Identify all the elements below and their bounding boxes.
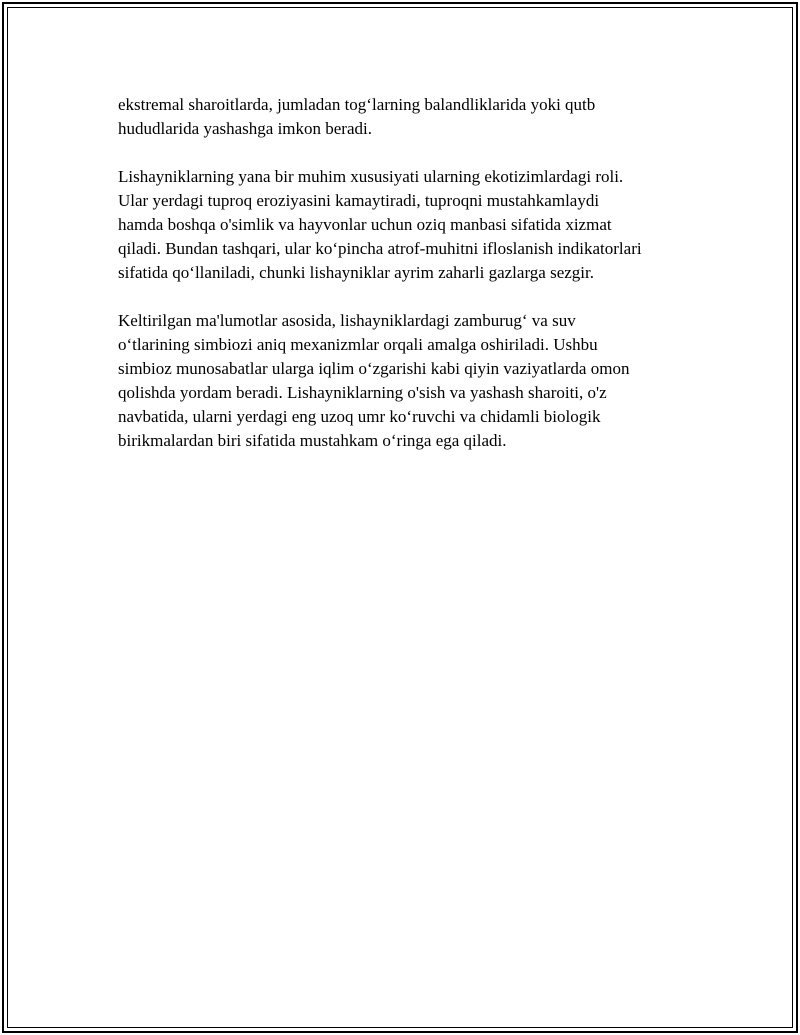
paragraph-2: Lishayniklarning yana bir muhim xususiyati ularning ekotizimlardagi roli. Ular yerdagi tuproq eroziyasini kamaytiradi, tuproqni mustahkamlaydi hamda boshqa o'simlik va hayvonlar uchun oziq manbasi sifatida xizmat qiladi. Bundan tashqari, ular ko‘pincha atrof-muhitni ifloslanish indikatorlari sifatida qo‘llaniladi, chunki lishayniklar ayrim zaharli gazlarga sezgir. — [118, 167, 642, 282]
paragraph-3: Keltirilgan ma'lumotlar asosida, lishayniklardagi zamburug‘ va suv o‘tlarining simbiozi aniq mexanizmlar orqali amalga oshiriladi. Ushbu simbioz munosabatlar ularga iqlim o‘zgarishi kabi qiyin vaziyatlarda omon qolishda yordam beradi. Lishayniklarning o'sish va yashash sharoiti, o'z navbatida, ularni yerdagi eng uzoq umr ko‘ruvchi va chidamli biologik birikmalardan biri sifatida mustahkam o‘ringa ega qiladi. — [118, 311, 630, 450]
paragraph-1: ekstremal sharoitlarda, jumladan tog‘larning balandliklarida yoki qutb hududlarida yashashga imkon beradi. — [118, 95, 596, 138]
document-body — [118, 93, 708, 477]
